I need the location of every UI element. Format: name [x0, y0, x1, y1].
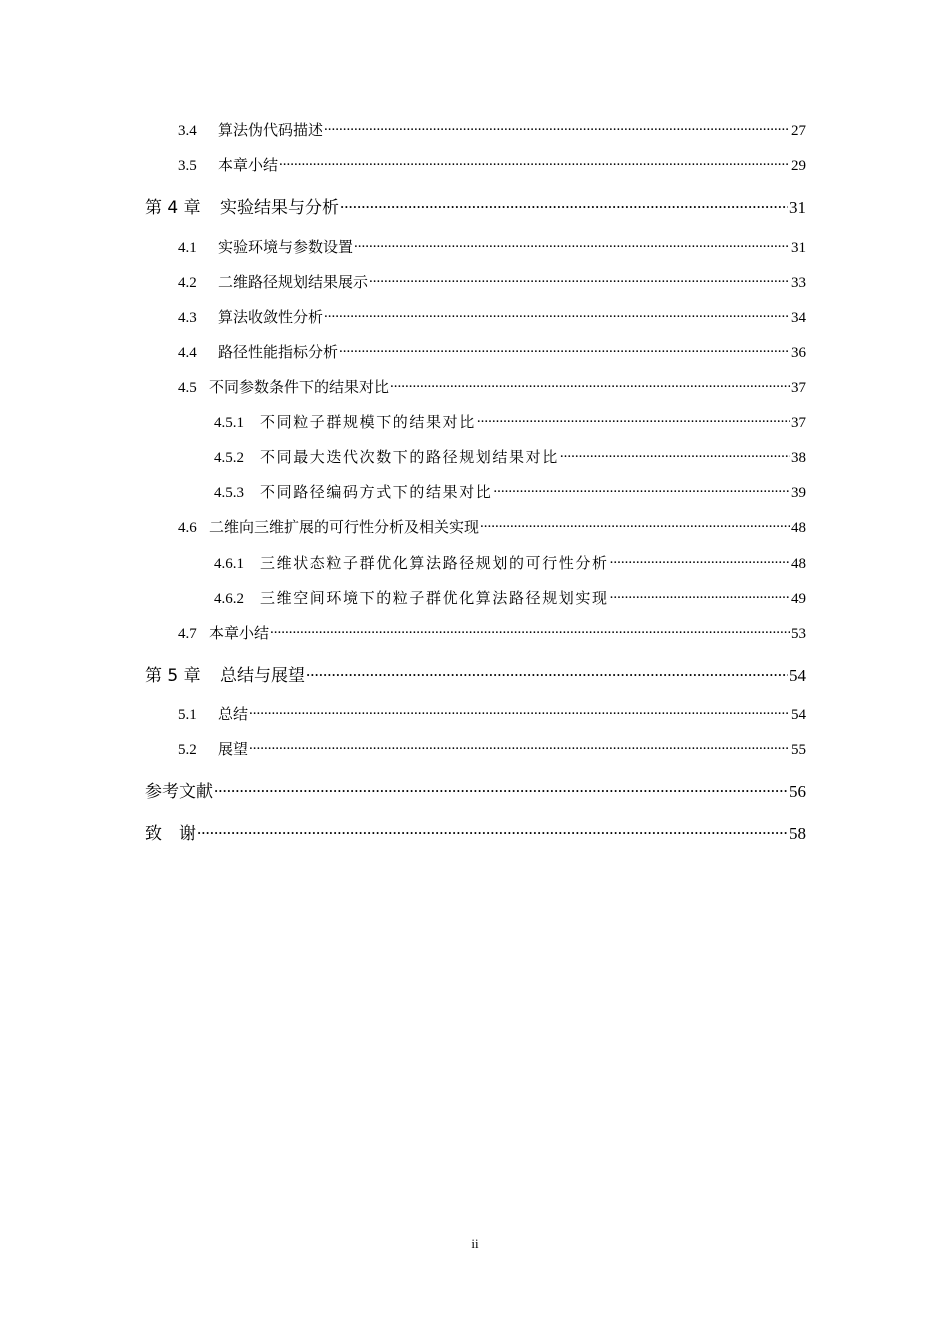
toc-number: 5.2: [178, 742, 197, 758]
toc-leader-dots: [279, 155, 790, 170]
toc-title: 致 谢: [145, 824, 196, 844]
toc-page-number: 55: [791, 742, 806, 758]
toc-title: 本章小结: [218, 158, 279, 174]
toc-number: 4.4: [178, 345, 197, 361]
toc-page-number: 34: [791, 310, 806, 326]
toc-number: 第 4 章: [145, 198, 201, 218]
toc-entry-chapter-5[interactable]: [145, 661, 806, 686]
toc-page-number: 54: [791, 707, 806, 723]
toc-page-number: 29: [791, 158, 806, 174]
toc-entry-4-3[interactable]: [178, 306, 806, 327]
toc-number: 5.1: [178, 707, 197, 723]
toc-title: 不同最大迭代次数下的路径规划结果对比: [260, 450, 559, 466]
toc-leader-dots: [493, 482, 790, 497]
toc-entry-4-6-1[interactable]: [214, 552, 806, 573]
toc-entry-5-2[interactable]: [178, 738, 806, 759]
toc-entry-3-5[interactable]: [178, 154, 806, 175]
toc-leader-dots: [306, 664, 788, 681]
toc-entry-4-2[interactable]: [178, 271, 806, 292]
toc-entry-references[interactable]: [145, 777, 806, 802]
toc-entry-3-4[interactable]: [178, 119, 806, 140]
toc-title: 展望: [218, 742, 249, 758]
toc-entry-4-6-2[interactable]: [214, 587, 806, 608]
toc-number: 4.5.3: [214, 485, 244, 501]
toc-number: 3.5: [178, 158, 197, 174]
toc-leader-dots: [610, 553, 790, 568]
toc-title: 路径性能指标分析: [218, 345, 339, 361]
toc-entry-4-5-2[interactable]: [214, 446, 806, 467]
toc-title: 总结: [218, 707, 249, 723]
toc-leader-dots: [324, 307, 790, 322]
toc-entry-4-4[interactable]: [178, 341, 806, 362]
toc-leader-dots: [324, 120, 790, 135]
toc-page-number: 54: [789, 666, 806, 685]
toc-page-number: 37: [791, 380, 806, 396]
toc-entry-chapter-4[interactable]: [145, 193, 806, 218]
toc-title: 二维路径规划结果展示: [218, 275, 369, 291]
toc-page-number: 36: [791, 345, 806, 361]
toc-page-number: 38: [791, 450, 806, 466]
toc-number: 3.4: [178, 123, 197, 139]
toc-number: 4.5.2: [214, 450, 244, 466]
toc-leader-dots: [340, 196, 788, 213]
toc-page-number: 31: [791, 240, 806, 256]
toc-number: 4.5: [178, 380, 197, 396]
toc-title: 二维向三维扩展的可行性分析及相关实现: [209, 520, 480, 536]
toc-number: 4.6.1: [214, 556, 244, 572]
toc-page-number: 27: [791, 123, 806, 139]
toc-title: 算法收敛性分析: [218, 310, 324, 326]
toc-title: 三维状态粒子群优化算法路径规划的可行性分析: [260, 556, 609, 572]
toc-leader-dots: [249, 704, 790, 719]
toc-entry-5-1[interactable]: [178, 703, 806, 724]
toc-title: 实验结果与分析: [220, 198, 339, 218]
toc-number: 第 5 章: [145, 666, 201, 686]
toc-page-number: 58: [789, 824, 806, 843]
toc-page-number: 33: [791, 275, 806, 291]
toc-page-number: 49: [791, 591, 806, 607]
toc-number: 4.2: [178, 275, 197, 291]
toc-number: 4.1: [178, 240, 197, 256]
toc-leader-dots: [369, 272, 790, 287]
toc-title: 实验环境与参数设置: [218, 240, 354, 256]
toc-entry-4-1[interactable]: [178, 236, 806, 257]
page-footer-number: ii: [471, 1236, 479, 1251]
toc-leader-dots: [477, 412, 790, 427]
toc-number: 4.5.1: [214, 415, 244, 431]
toc-title: 总结与展望: [220, 666, 305, 686]
toc-leader-dots: [560, 447, 790, 462]
toc-leader-dots: [480, 517, 790, 532]
toc-page-number: 56: [789, 782, 806, 801]
toc-title: 不同粒子群规模下的结果对比: [260, 415, 476, 431]
toc-entry-4-5[interactable]: [178, 376, 806, 397]
toc-entry-4-6[interactable]: [178, 516, 806, 537]
toc-number: 4.3: [178, 310, 197, 326]
toc-title: 三维空间环境下的粒子群优化算法路径规划实现: [260, 591, 609, 607]
toc-number: 4.7: [178, 626, 197, 642]
toc-leader-dots: [339, 342, 790, 357]
toc-number: 4.6: [178, 520, 197, 536]
toc-page-number: 31: [789, 198, 806, 217]
toc-page-number: 39: [791, 485, 806, 501]
toc-title: 算法伪代码描述: [218, 123, 324, 139]
toc-entry-acknowledgements[interactable]: [145, 819, 806, 844]
toc-leader-dots: [249, 739, 790, 754]
toc-title: 本章小结: [209, 626, 270, 642]
toc-leader-dots: [354, 237, 790, 252]
toc-number: 4.6.2: [214, 591, 244, 607]
toc-entry-4-5-1[interactable]: [214, 411, 806, 432]
toc-leader-dots: [197, 822, 788, 839]
toc-page-number: 48: [791, 520, 806, 536]
toc-entry-4-5-3[interactable]: [214, 481, 806, 502]
toc-page-number: 37: [791, 415, 806, 431]
toc-title: 不同路径编码方式下的结果对比: [260, 485, 493, 501]
toc-title: 不同参数条件下的结果对比: [209, 380, 390, 396]
toc-leader-dots: [214, 780, 788, 797]
toc-title: 参考文献: [145, 782, 213, 802]
toc-entry-4-7[interactable]: [178, 622, 806, 643]
toc-leader-dots: [390, 377, 790, 392]
toc-page-number: 48: [791, 556, 806, 572]
toc-leader-dots: [270, 623, 790, 638]
toc-page-number: 53: [791, 626, 806, 642]
toc-leader-dots: [610, 588, 790, 603]
